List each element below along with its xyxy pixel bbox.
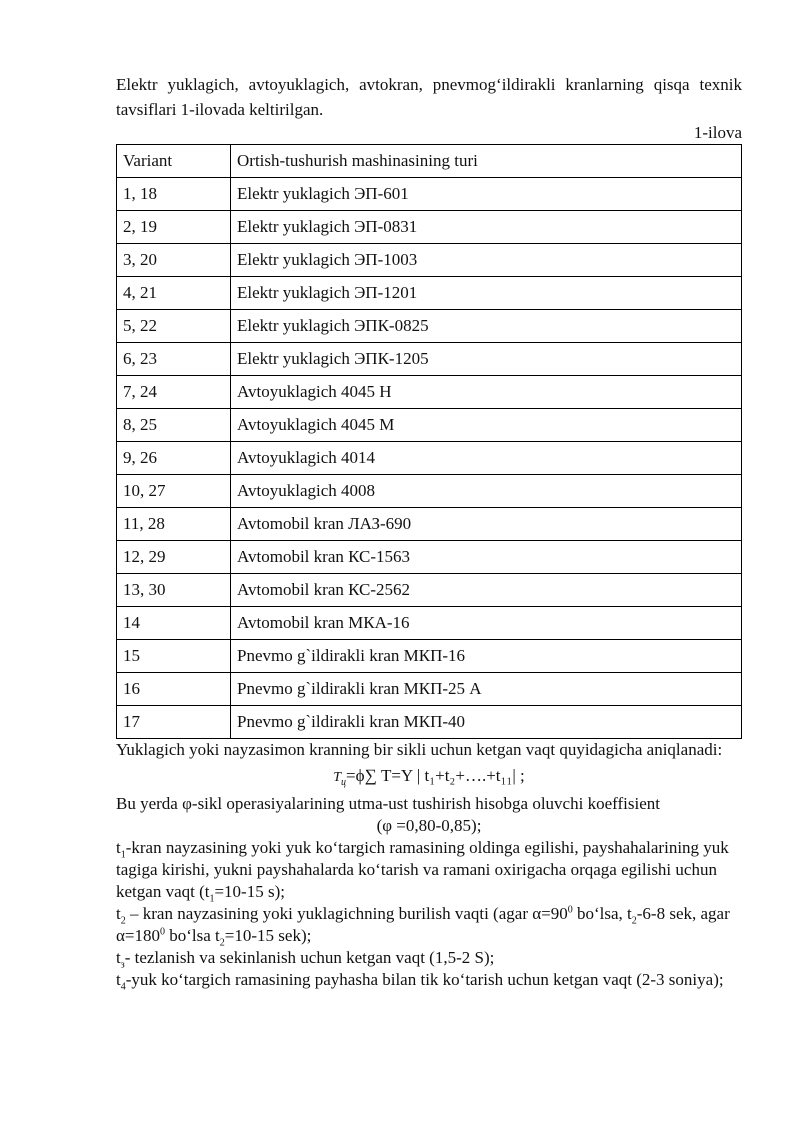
- t2-text-d: bo‘lsa t: [165, 926, 220, 945]
- t2-text-b: bo‘lsa, t: [572, 904, 632, 923]
- table-row: [117, 211, 742, 244]
- machine-type-cell: Elektr yuklagich ЭПК-0825: [231, 310, 742, 343]
- variant-cell: 1, 18: [117, 178, 231, 211]
- t3-text: - tezlanish va sekinlanish uchun ketgan vaqt (1,5-2 S);: [124, 948, 495, 967]
- t1-tail: =10-15 s);: [214, 882, 285, 901]
- cycle-time-paragraph: Yuklagich yoki nayzasimon kranning bir sikli uchun ketgan vaqt quyidagicha aniqlanadi:: [116, 740, 723, 759]
- t2-definition: [116, 903, 742, 947]
- table-row: [117, 640, 742, 673]
- variant-cell: 13, 30: [117, 574, 231, 607]
- t2-degree-2: 0: [160, 926, 165, 938]
- variant-cell: 16: [117, 673, 231, 706]
- variant-cell: 4, 21: [117, 277, 231, 310]
- table-header-variant: Variant: [117, 145, 231, 178]
- t2-text-c: -6-8 sek, agar α=180: [116, 904, 730, 945]
- table-row: [117, 574, 742, 607]
- table-row: [117, 409, 742, 442]
- phi-definition: Bu yerda φ-sikl operasiyalarining utma-ust tushirish hisobga oluvchi koeffisient: [116, 794, 660, 813]
- t1-definition: [116, 837, 742, 903]
- t3-definition: [116, 947, 742, 969]
- machine-type-cell: Avtoyuklagich 4045 M: [231, 409, 742, 442]
- variant-cell: 6, 23: [117, 343, 231, 376]
- t2-text-e: =10-15 sek);: [224, 926, 312, 945]
- variant-cell: 7, 24: [117, 376, 231, 409]
- variant-cell: 12, 29: [117, 541, 231, 574]
- variant-cell: 5, 22: [117, 310, 231, 343]
- formula-rhs: =ϕ∑ T=Y | t₁+t₂+….+t₁₁| ;: [346, 766, 525, 785]
- t1-value-sub: 1: [209, 893, 215, 905]
- t2-sub-b: 2: [631, 915, 637, 927]
- variant-cell: 8, 25: [117, 409, 231, 442]
- variant-cell: 17: [117, 706, 231, 739]
- formula-lhs-sub: ц: [341, 776, 347, 788]
- table-row: [117, 178, 742, 211]
- t3-sub: з: [120, 959, 125, 971]
- table-row: [117, 541, 742, 574]
- table-row: [117, 277, 742, 310]
- table-row: [117, 442, 742, 475]
- t1-text: -kran nayzasining yoki yuk ko‘targich ramasining oldinga egilishi, payshahalarining yuk tagiga kirishi, yukni payshahalarda ko‘tarish va ramani oxirigacha orqaga egilishi uchun ketgan vaqt (t: [116, 838, 729, 901]
- table-row: [117, 607, 742, 640]
- table-row: [117, 376, 742, 409]
- machine-type-cell: Avtomobil kran ЛАЗ-690: [231, 508, 742, 541]
- machine-type-cell: Elektr yuklagich ЭП-0831: [231, 211, 742, 244]
- variant-cell: 3, 20: [117, 244, 231, 277]
- variant-cell: 14: [117, 607, 231, 640]
- machine-type-cell: Avtoyuklagich 4045 H: [231, 376, 742, 409]
- machine-type-cell: Avtomobil kran КС-2562: [231, 574, 742, 607]
- table-header-row: [117, 145, 742, 178]
- machine-type-cell: Elektr yuklagich ЭП-1003: [231, 244, 742, 277]
- t3-symbol: t: [116, 948, 121, 967]
- variant-cell: 9, 26: [117, 442, 231, 475]
- variant-cell: 2, 19: [117, 211, 231, 244]
- table-row: [117, 310, 742, 343]
- table-row: [117, 706, 742, 739]
- variant-cell: 11, 28: [117, 508, 231, 541]
- machine-types-table: [116, 144, 742, 739]
- t4-symbol: t: [116, 970, 121, 989]
- t2-text-a: – kran nayzasining yoki yuklagichning burilish vaqti (agar α=90: [125, 904, 568, 923]
- machine-type-cell: Elektr yuklagich ЭП-601: [231, 178, 742, 211]
- t2-symbol: t: [116, 904, 121, 923]
- variant-cell: 10, 27: [117, 475, 231, 508]
- document-page: [116, 72, 742, 991]
- t4-text: -yuk ko‘targich ramasining payhasha bilan tik ko‘tarish uchun ketgan vaqt (2-3 soniya);: [125, 970, 724, 989]
- machine-type-cell: Elektr yuklagich ЭПК-1205: [231, 343, 742, 376]
- table-row: [117, 508, 742, 541]
- machine-type-cell: Avtoyuklagich 4008: [231, 475, 742, 508]
- t1-sub: 1: [120, 849, 126, 861]
- t2-degree-1: 0: [567, 904, 573, 916]
- t4-definition: [116, 969, 742, 991]
- table-header-machine-type: Ortish-tushurish mashinasining turi: [231, 145, 742, 178]
- machine-type-cell: Avtomobil kran МКА-16: [231, 607, 742, 640]
- machine-type-cell: Elektr yuklagich ЭП-1201: [231, 277, 742, 310]
- appendix-label: 1-ilova: [693, 123, 742, 142]
- cycle-formula: [116, 761, 742, 793]
- table-row: [117, 673, 742, 706]
- t2-sub: 2: [120, 915, 126, 927]
- machine-type-cell: Pnevmo g`ildirakli kran МКП-16: [231, 640, 742, 673]
- machine-type-cell: Avtoyuklagich 4014: [231, 442, 742, 475]
- variant-cell: 15: [117, 640, 231, 673]
- table-row: [117, 343, 742, 376]
- formula-lhs: T: [333, 770, 342, 785]
- intro-paragraph: Elektr yuklagich, avtoyuklagich, avtokran, pnevmog‘ildirakli kranlarning qisqa texnik tavsiflari 1-ilovada keltirilgan.: [116, 75, 742, 119]
- t4-sub: 4: [120, 981, 126, 993]
- machine-type-cell: Pnevmo g`ildirakli kran МКП-25 А: [231, 673, 742, 706]
- table-row: [117, 475, 742, 508]
- table-row: [117, 244, 742, 277]
- machine-type-cell: Avtomobil kran КС-1563: [231, 541, 742, 574]
- t1-symbol: t: [116, 838, 121, 857]
- t2-sub-c: 2: [219, 937, 225, 949]
- machine-type-cell: Pnevmo g`ildirakli kran МКП-40: [231, 706, 742, 739]
- phi-range: (φ =0,80-0,85);: [376, 816, 482, 835]
